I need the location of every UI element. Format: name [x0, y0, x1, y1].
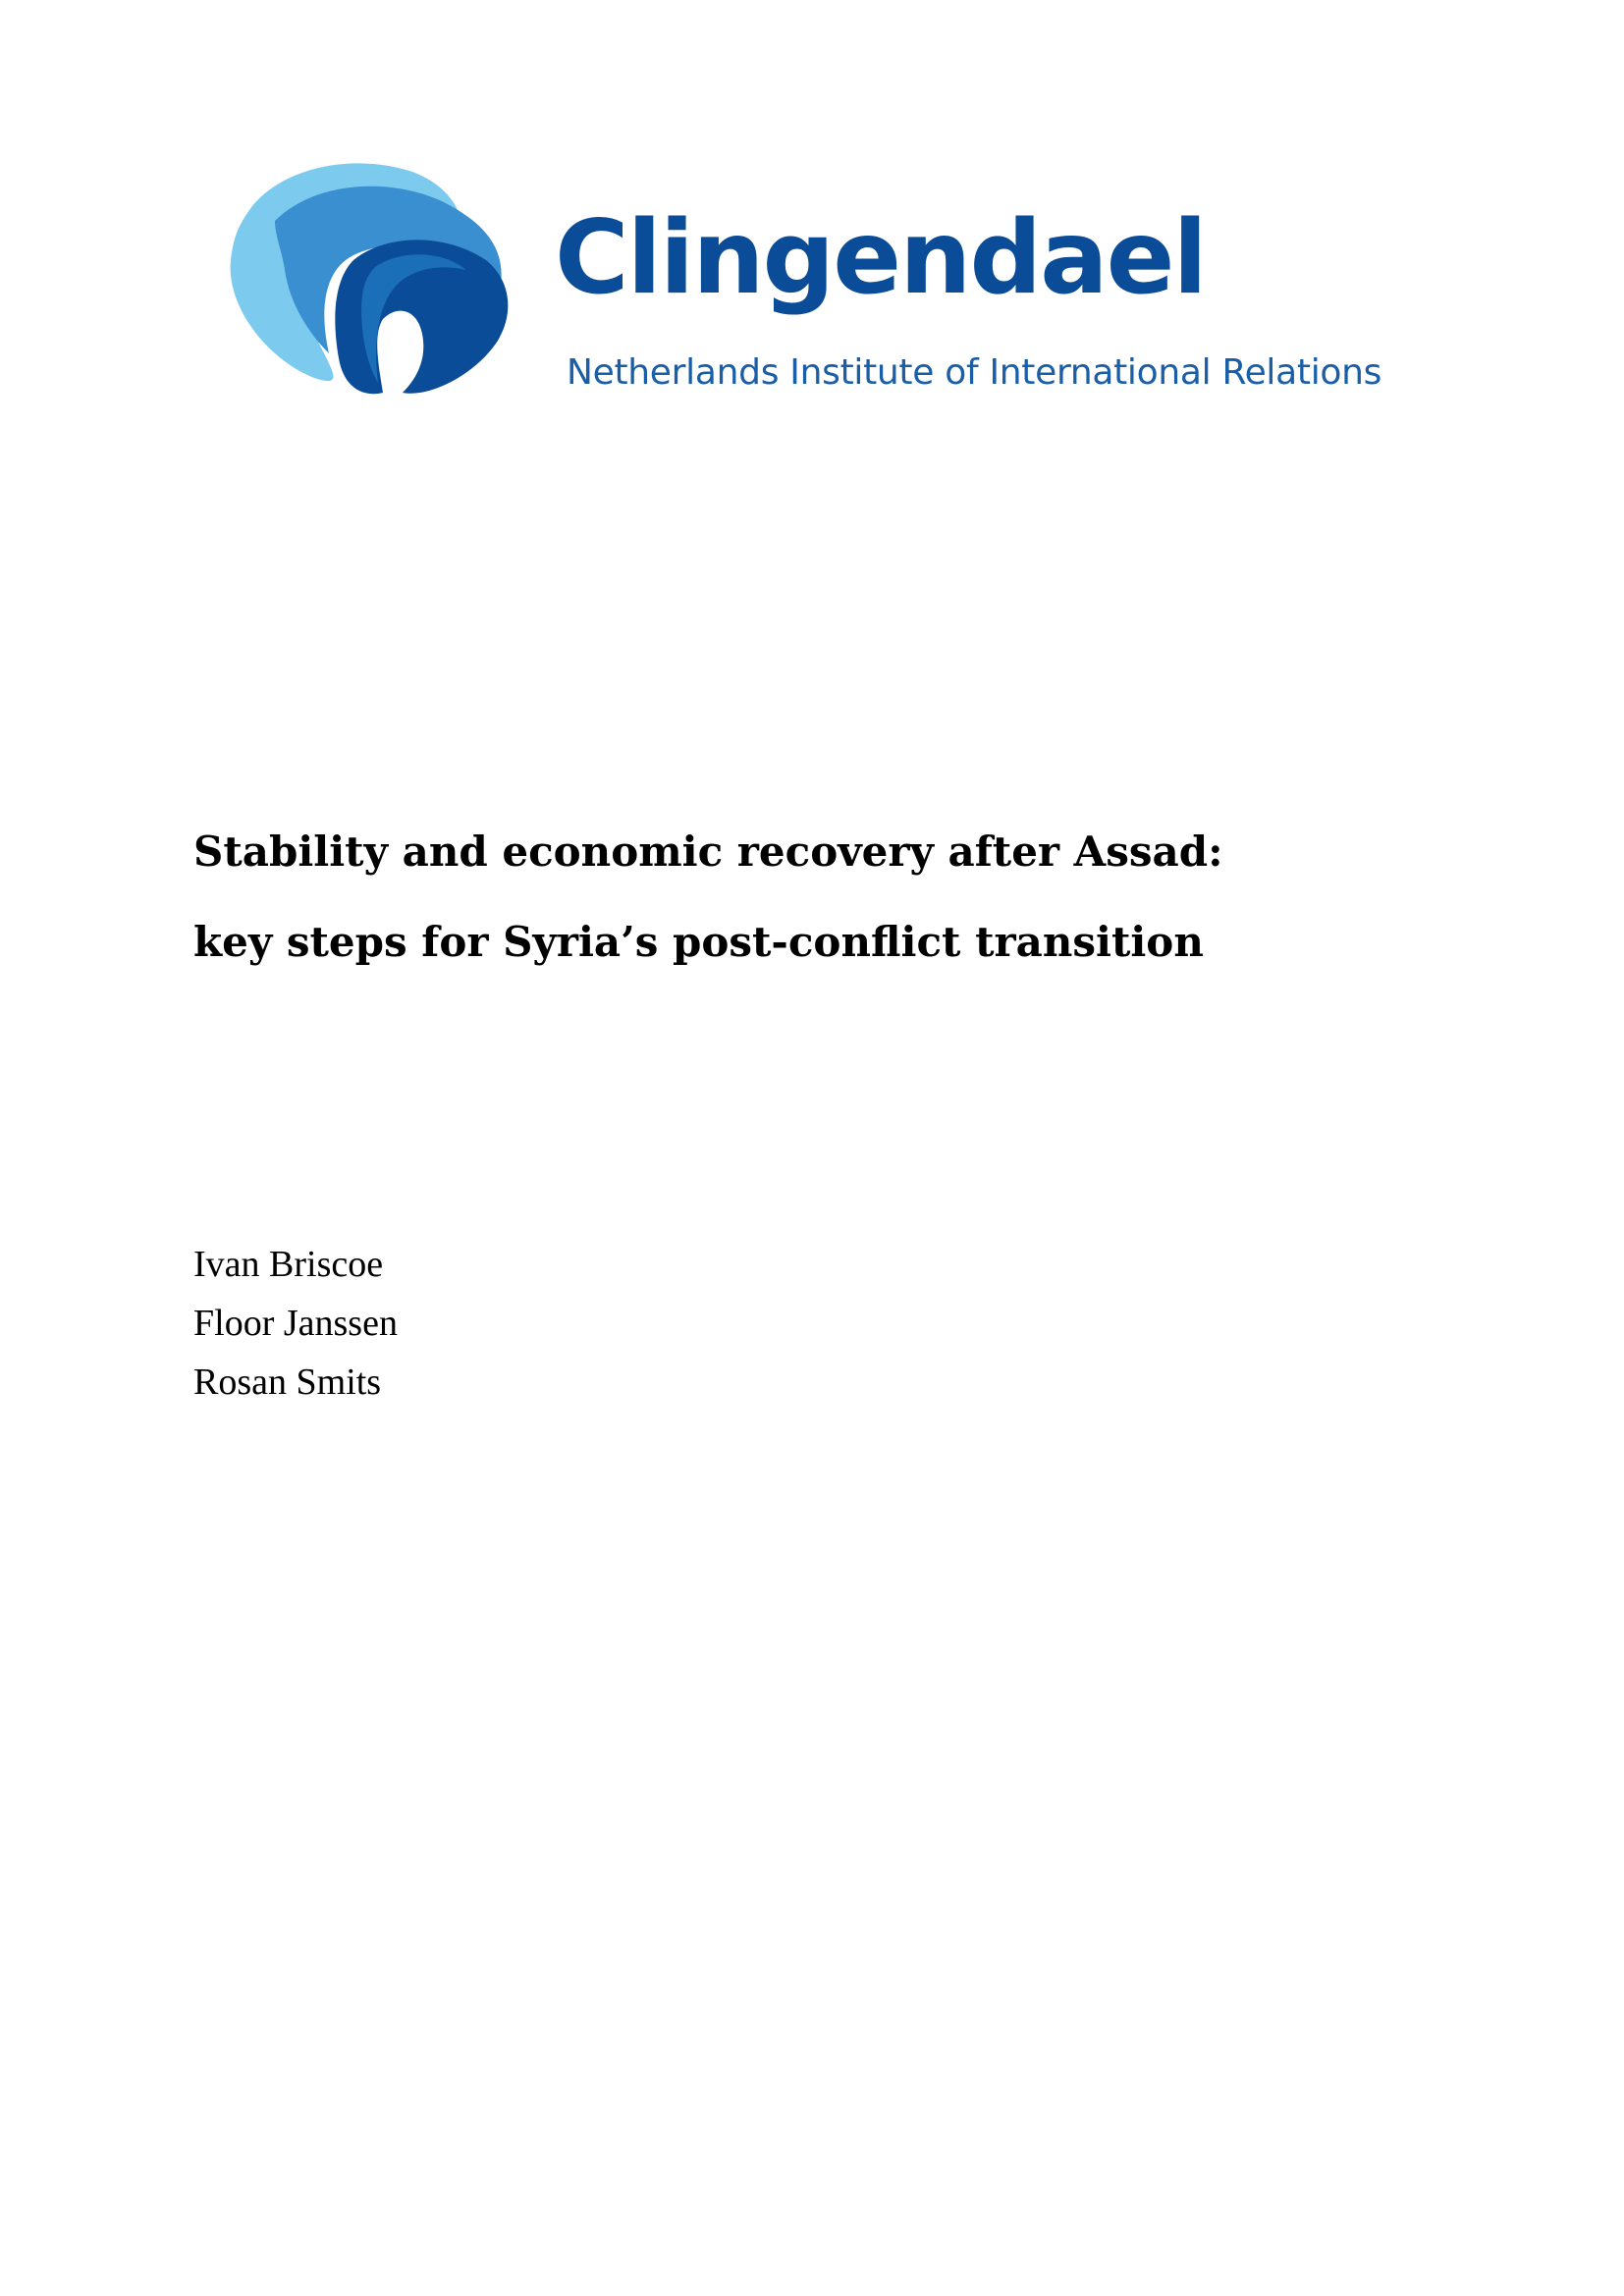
- author-name: Rosan Smits: [193, 1362, 382, 1403]
- clingendael-logo-mark: [216, 147, 520, 402]
- author-name: Ivan Briscoe: [193, 1244, 384, 1285]
- title-line-2: key steps for Syria’s post-conflict transition: [193, 918, 1204, 966]
- author-list: [193, 1235, 398, 1412]
- organization-name: Clingendael: [555, 199, 1206, 317]
- title-line-1: Stability and economic recovery after Assad:: [193, 828, 1223, 876]
- document-title: [193, 807, 1223, 988]
- organization-tagline: Netherlands Institute of International Relations: [567, 352, 1382, 393]
- author-name: Floor Janssen: [193, 1303, 398, 1344]
